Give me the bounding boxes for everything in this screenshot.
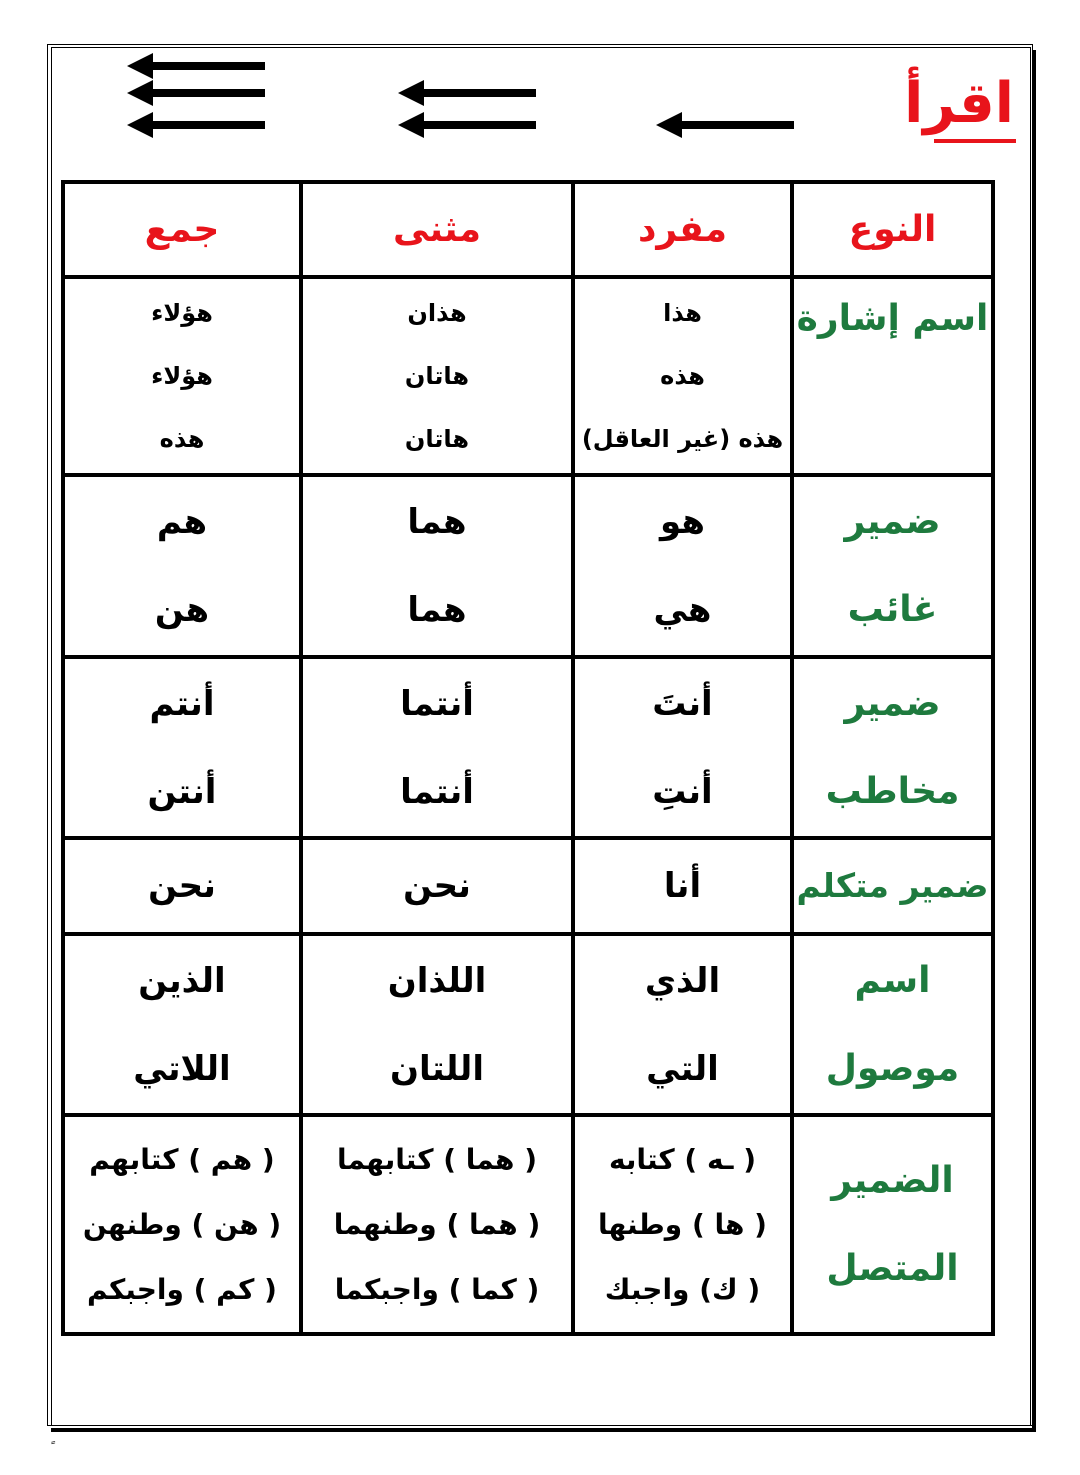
grammar-table [61, 180, 995, 1336]
table-row-attached-pronoun [63, 1115, 993, 1334]
cell-text: ( هما ) وطنهما [333, 1208, 541, 1241]
header-plural: جمع [63, 182, 301, 277]
cell-text: ( هن ) وطنهن [82, 1208, 282, 1241]
plural-cell [63, 277, 301, 475]
row-label: ضمير متكلم [792, 838, 993, 934]
cell-text: هما [407, 590, 467, 630]
singular-cell [573, 475, 792, 657]
label-line: ضمير [844, 682, 941, 724]
table-row-absent-pronoun [63, 475, 993, 657]
header-dual: مثنى [301, 182, 573, 277]
cell-text: هذه (غير العاقل) [581, 424, 784, 453]
cell-text: ( كم ) واجبكم [87, 1273, 277, 1306]
dual-cell [301, 838, 573, 934]
singular-cell [573, 934, 792, 1115]
cell-text: أنتما [400, 771, 474, 812]
label-line: موصول [825, 1047, 960, 1089]
cell-text: اللذان [387, 960, 487, 1001]
header-row [63, 182, 993, 277]
cell-text: اللتان [390, 1048, 484, 1089]
label-line: مخاطب [825, 770, 960, 812]
cell-text: ( ها ) وطنها [598, 1208, 767, 1241]
singular-cell [573, 657, 792, 838]
cell-text: هو [660, 502, 705, 542]
row-label [792, 657, 993, 838]
header-singular: مفرد [573, 182, 792, 277]
label-line: الضمير [831, 1159, 954, 1201]
page-frame-shadow-bottom [51, 1428, 1036, 1432]
arrow-left-icon [398, 80, 536, 106]
cell-text: أنتن [147, 771, 217, 812]
arrow-left-icon [127, 53, 265, 79]
row-label: اسم إشارة [792, 277, 993, 475]
dual-cell [301, 277, 573, 475]
cell-text: أنتِ [652, 771, 713, 812]
dual-cell [301, 475, 573, 657]
cell-text: هن [154, 590, 210, 630]
cell-text: ( ـه ) كتابه [608, 1143, 757, 1176]
row-label [792, 1115, 993, 1334]
singular-cell [573, 1115, 792, 1334]
label-line: ضمير [844, 501, 941, 542]
cell-text: هذه [660, 361, 705, 390]
label-line: المتصل [826, 1247, 959, 1289]
plural-cell [63, 475, 301, 657]
cell-text: هاتان [404, 361, 470, 390]
table-row-speaker-pronoun [63, 838, 993, 934]
label-line: اسم [854, 959, 931, 1001]
label-line: غائب [847, 589, 938, 630]
cell-text: أنتما [400, 683, 474, 724]
table-row-demonstrative [63, 277, 993, 475]
cell-text: أنا [663, 866, 702, 906]
arrow-left-icon [398, 112, 536, 138]
cell-text: الذي [644, 960, 721, 1001]
plural-cell [63, 838, 301, 934]
plural-cell [63, 1115, 301, 1334]
cell-text: ( هما ) كتابهما [336, 1143, 538, 1176]
cell-text: ( كما ) واجبكما [334, 1273, 540, 1306]
cell-text: هذا [663, 298, 702, 327]
cell-text: نحن [148, 866, 216, 906]
header-type: النوع [792, 182, 993, 277]
table-row-addressee-pronoun [63, 657, 993, 838]
row-label [792, 475, 993, 657]
row-label [792, 934, 993, 1115]
page-title: اقرأ [904, 71, 1014, 136]
cell-text: هم [156, 502, 208, 542]
cell-text: هاتان [404, 424, 470, 453]
arrow-left-icon [127, 80, 265, 106]
cell-text: ( هم ) كتابهم [89, 1143, 275, 1176]
cell-text: هذه [159, 424, 205, 453]
cell-text: اللاتي [133, 1048, 231, 1089]
singular-cell [573, 838, 792, 934]
cell-text: هؤلاء [151, 298, 213, 327]
dual-cell [301, 1115, 573, 1334]
cell-text: أنتم [149, 683, 215, 724]
dual-cell [301, 657, 573, 838]
plural-cell [63, 934, 301, 1115]
cell-text: هؤلاء [151, 361, 213, 390]
cell-text: أنتَ [652, 683, 713, 724]
table-row-relative-pronoun [63, 934, 993, 1115]
cell-text: نحن [403, 866, 471, 906]
cell-text: هي [653, 590, 712, 630]
title-underline [934, 139, 1016, 143]
cell-text: هذان [407, 298, 467, 327]
singular-cell [573, 277, 792, 475]
cell-text: هما [407, 502, 467, 542]
cell-text: التي [646, 1048, 719, 1089]
cell-text: الذين [138, 960, 226, 1001]
plural-cell [63, 657, 301, 838]
page-frame-shadow-right [1032, 50, 1036, 1432]
cell-text: ( ك) واجبك [604, 1273, 761, 1306]
arrow-left-icon [127, 112, 265, 138]
arrow-left-icon [656, 112, 794, 138]
dual-cell [301, 934, 573, 1115]
